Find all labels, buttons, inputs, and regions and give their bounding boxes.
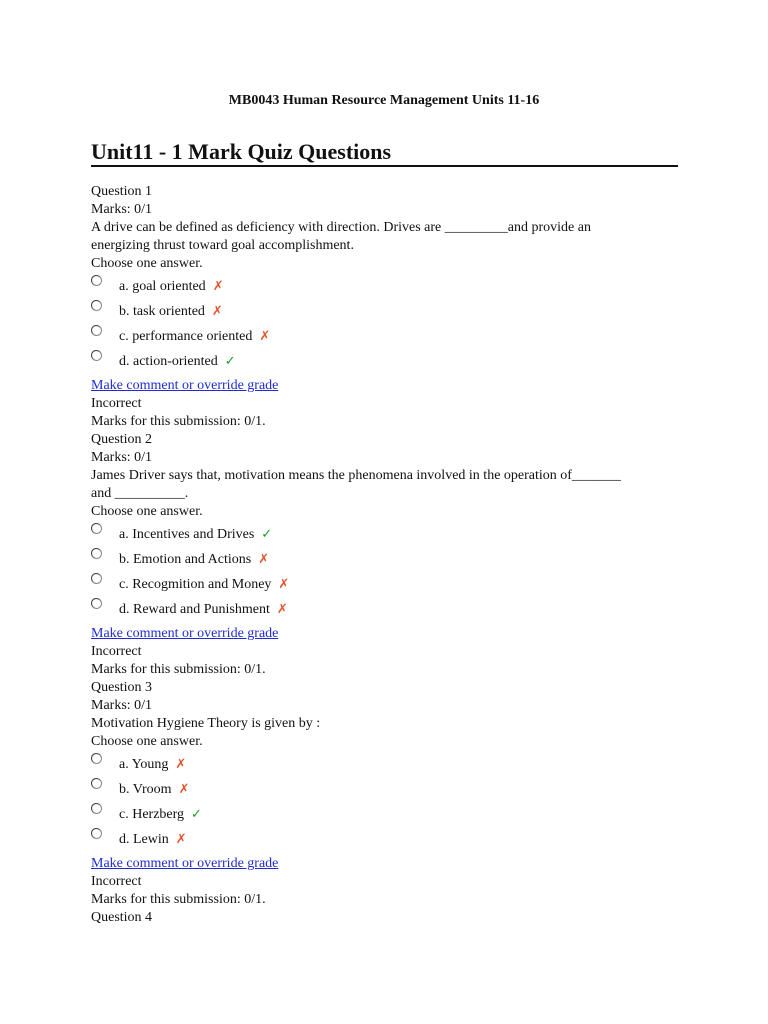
radio-button[interactable] — [91, 778, 102, 789]
question-instruction: Choose one answer. — [91, 734, 203, 749]
answer-option[interactable] — [91, 598, 691, 623]
answer-option-text: a. Young — [119, 757, 169, 772]
radio-button[interactable] — [91, 598, 102, 609]
radio-button[interactable] — [91, 803, 102, 814]
answer-option[interactable] — [91, 548, 691, 573]
override-grade-link[interactable]: Make comment or override grade — [91, 626, 279, 641]
question-instruction: Choose one answer. — [91, 504, 203, 519]
answer-option-label — [119, 327, 270, 346]
answer-option[interactable] — [91, 300, 691, 325]
answer-option[interactable] — [91, 523, 691, 548]
answer-option[interactable] — [91, 778, 691, 803]
question-list — [91, 183, 691, 927]
answer-option-text: b. task oriented — [119, 304, 205, 319]
cross-mark-icon: ✗ — [175, 831, 187, 846]
radio-button[interactable] — [91, 523, 102, 534]
result-status: Incorrect — [91, 644, 142, 659]
result-status: Incorrect — [91, 396, 142, 411]
check-mark-icon: ✓ — [191, 806, 202, 821]
answer-option-label — [119, 805, 202, 824]
radio-button[interactable] — [91, 300, 102, 311]
override-grade-link[interactable]: Make comment or override grade — [91, 378, 279, 393]
cross-mark-icon: ✗ — [259, 328, 271, 343]
radio-button[interactable] — [91, 548, 102, 559]
cross-mark-icon: ✗ — [258, 551, 270, 566]
question-heading: Question 1 — [91, 184, 153, 199]
document-title: MB0043 Human Resource Management Units 11-16 — [228, 93, 540, 108]
question-instruction: Choose one answer. — [91, 256, 203, 271]
answer-option-label — [119, 525, 272, 544]
question-heading: Question 4 — [91, 910, 153, 925]
answer-options — [91, 523, 691, 623]
answer-option-label — [119, 830, 187, 849]
submission-marks: Marks for this submission: 0/1. — [91, 662, 266, 677]
question-marks: Marks: 0/1 — [91, 202, 153, 217]
question-stem-line: Motivation Hygiene Theory is given by : — [91, 716, 321, 731]
answer-option-text: d. action-oriented — [119, 354, 218, 369]
question-stem-line: and __________. — [91, 486, 189, 501]
answer-option-text: c. Herzberg — [119, 807, 185, 822]
answer-option-label — [119, 755, 186, 774]
radio-button[interactable] — [91, 573, 102, 584]
question-stem-line: James Driver says that, motivation means the phenomena involved in the operation of_______ — [91, 468, 621, 483]
radio-button[interactable] — [91, 275, 102, 286]
unit-title: Unit11 - 1 Mark Quiz Questions — [91, 140, 678, 167]
radio-button[interactable] — [91, 753, 102, 764]
answer-option-label — [119, 780, 189, 799]
answer-option-label — [119, 600, 288, 619]
answer-option-text: a. Incentives and Drives — [119, 527, 255, 542]
radio-button[interactable] — [91, 828, 102, 839]
question-stem-line: energizing thrust toward goal accomplishment. — [91, 238, 354, 253]
answer-option-text: d. Reward and Punishment — [119, 602, 270, 617]
answer-option-text: d. Lewin — [119, 832, 169, 847]
radio-button[interactable] — [91, 325, 102, 336]
answer-option-label — [119, 277, 224, 296]
answer-option[interactable] — [91, 573, 691, 598]
answer-option[interactable] — [91, 828, 691, 853]
check-mark-icon: ✓ — [261, 526, 273, 541]
answer-option[interactable] — [91, 350, 691, 375]
cross-mark-icon: ✗ — [175, 756, 187, 771]
cross-mark-icon: ✗ — [278, 576, 290, 591]
answer-option-text: b. Emotion and Actions — [119, 552, 252, 567]
answer-option[interactable] — [91, 325, 691, 350]
cross-mark-icon: ✗ — [212, 278, 224, 293]
cross-mark-icon: ✗ — [211, 303, 223, 318]
question-marks: Marks: 0/1 — [91, 698, 153, 713]
answer-options — [91, 753, 691, 853]
question-marks: Marks: 0/1 — [91, 450, 153, 465]
answer-option[interactable] — [91, 275, 691, 300]
cross-mark-icon: ✗ — [276, 601, 288, 616]
radio-button[interactable] — [91, 350, 102, 361]
answer-option-label — [119, 550, 269, 569]
question-block — [91, 431, 691, 679]
result-status: Incorrect — [91, 874, 142, 889]
answer-option[interactable] — [91, 803, 691, 828]
check-mark-icon: ✓ — [224, 353, 236, 368]
answer-option-label — [119, 302, 223, 321]
answer-option-text: c. Recogmition and Money — [119, 577, 272, 592]
cross-mark-icon: ✗ — [178, 781, 190, 796]
answer-option-text: c. performance oriented — [119, 329, 253, 344]
override-grade-link[interactable]: Make comment or override grade — [91, 856, 279, 871]
question-stem-line: A drive can be defined as deficiency with direction. Drives are _________and provide an — [91, 220, 591, 235]
submission-marks: Marks for this submission: 0/1. — [91, 414, 266, 429]
question-block — [91, 679, 691, 909]
question-heading: Question 2 — [91, 432, 153, 447]
answer-option-label — [119, 352, 236, 371]
answer-option-label — [119, 575, 289, 594]
question-block — [91, 183, 691, 431]
question-heading: Question 3 — [91, 680, 153, 695]
answer-option-text: a. goal oriented — [119, 279, 206, 294]
answer-options — [91, 275, 691, 375]
submission-marks: Marks for this submission: 0/1. — [91, 892, 266, 907]
answer-option-text: b. Vroom — [119, 782, 172, 797]
answer-option[interactable] — [91, 753, 691, 778]
